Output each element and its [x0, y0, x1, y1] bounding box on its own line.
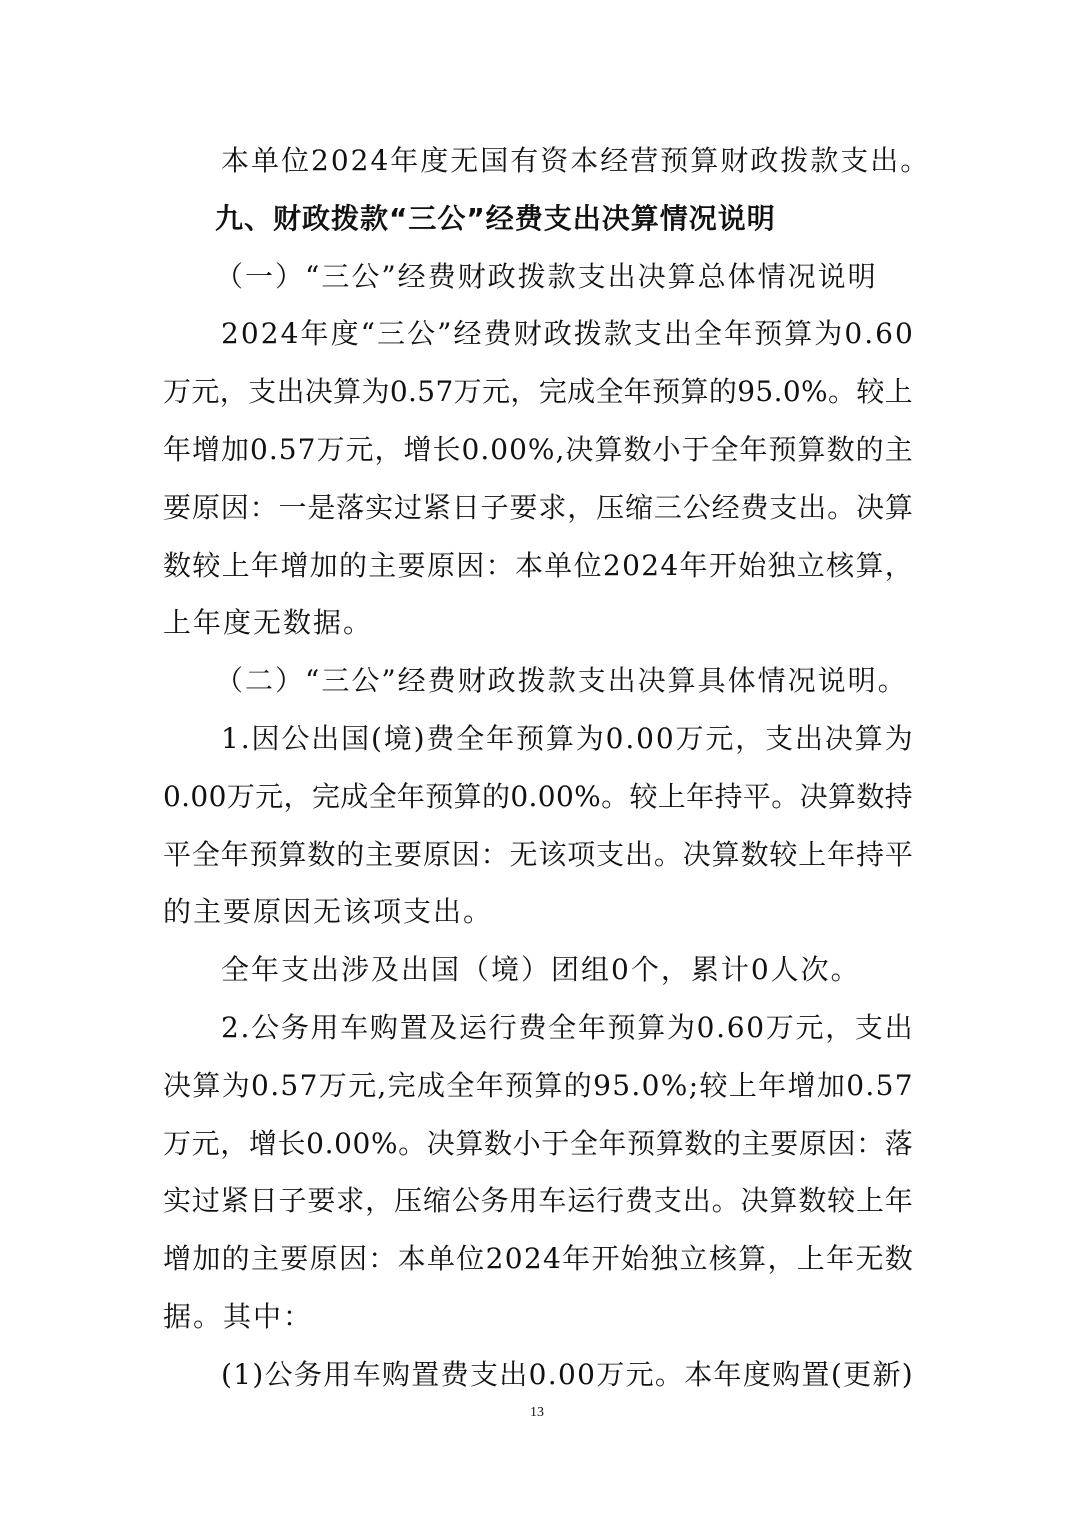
paragraph-vehicle-line-6: 据。其中：: [163, 1299, 314, 1333]
paragraph-vehicle-line-2: 决 算 为 0 . 5 7 万 元 , 完 成 全 年 预 算 的 9 5 . 0 % ; 较 上 年 增 加 0 . 5 7: [163, 1068, 913, 1102]
paragraph-overall-line-1: 2 0 2 4 年 度 “ 三 公 ” 经 费 财 政 拨 款 支 出 全 年 预 算 为 0 . 6 0: [221, 317, 913, 351]
paragraph-overall-line-4: 要 原 因 ： 一 是 落 实 过 紧 日 子 要 求 ， 压 缩 三 公 经 费 支 出 。 决 算: [163, 490, 913, 524]
paragraph-state-capital-note: 本单位2024年度无国有资本经营预算财政拨款支出。: [221, 144, 931, 177]
page-number: 13: [530, 1405, 544, 1420]
document-body: [163, 132, 931, 1404]
paragraph-vehicle-line-3: 万 元 ， 增 长 0 . 0 0 % 。 决 算 数 小 于 全 年 预 算 数 的 主 要 原 因 ： 落: [163, 1126, 913, 1160]
paragraph-vehicle-line-5: 增 加 的 主 要 原 因 ： 本 单 位 2 0 2 4 年 开 始 独 立 核 算 ， 上 年 无 数: [163, 1242, 913, 1276]
subheading-overall: （一）“三公”经费财政拨款支出决算总体情况说明: [215, 259, 878, 293]
paragraph-vehicle-line-4: 实 过 紧 日 子 要 求 ， 压 缩 公 务 用 车 运 行 费 支 出 。 决 算 数 较 上 年: [163, 1184, 913, 1218]
paragraph-abroad-line-1: 1 . 因 公 出 国 ( 境 ) 费 全 年 预 算 为 0 . 0 0 万 元 ， 支 出 决 算 为: [221, 721, 913, 755]
section-heading-nine: 九、财政拨款“三公”经费支出决算情况说明: [215, 201, 776, 235]
paragraph-vehicle-purchase-line-1: ( 1 ) 公 务 用 车 购 置 费 支 出 0 . 0 0 万 元 。 本 年 度 购 置 ( 更 新 ): [221, 1357, 913, 1391]
paragraph-overall-line-5: 数 较 上 年 增 加 的 主 要 原 因 ： 本 单 位 2 0 2 4 年 开 始 独 立 核 算 ，: [163, 548, 913, 582]
paragraph-abroad-line-2: 0 . 0 0 万 元 ， 完 成 全 年 预 算 的 0 . 0 0 % 。 较 上 年 持 平 。 决 算 数 持: [163, 779, 913, 813]
paragraph-overall-line-3: 年 增 加 0 . 5 7 万 元 ， 增 长 0 . 0 0 % , 决 算 数 小 于 全 年 预 算 数 的 主: [163, 432, 913, 466]
paragraph-overall-line-2: 万 元 ， 支 出 决 算 为 0 . 5 7 万 元 ， 完 成 全 年 预 算 的 9 5 . 0 % 。 较 上: [163, 375, 913, 409]
paragraph-abroad-line-3: 平 全 年 预 算 数 的 主 要 原 因 ： 无 该 项 支 出 。 决 算 数 较 上 年 持 平: [163, 837, 913, 871]
paragraph-overall-line-6: 上年度无数据。: [163, 606, 374, 640]
paragraph-abroad-line-4: 的主要原因无该项支出。: [163, 895, 494, 929]
paragraph-vehicle-line-1: 2 . 公 务 用 车 购 置 及 运 行 费 全 年 预 算 为 0 . 6 0 万 元 ， 支 出: [221, 1010, 913, 1044]
subheading-specific: （二）“三公”经费财政拨款支出决算具体情况说明。: [215, 664, 908, 698]
paragraph-delegations: 全年支出涉及出国（境）团组0个，累计0人次。: [221, 953, 861, 987]
